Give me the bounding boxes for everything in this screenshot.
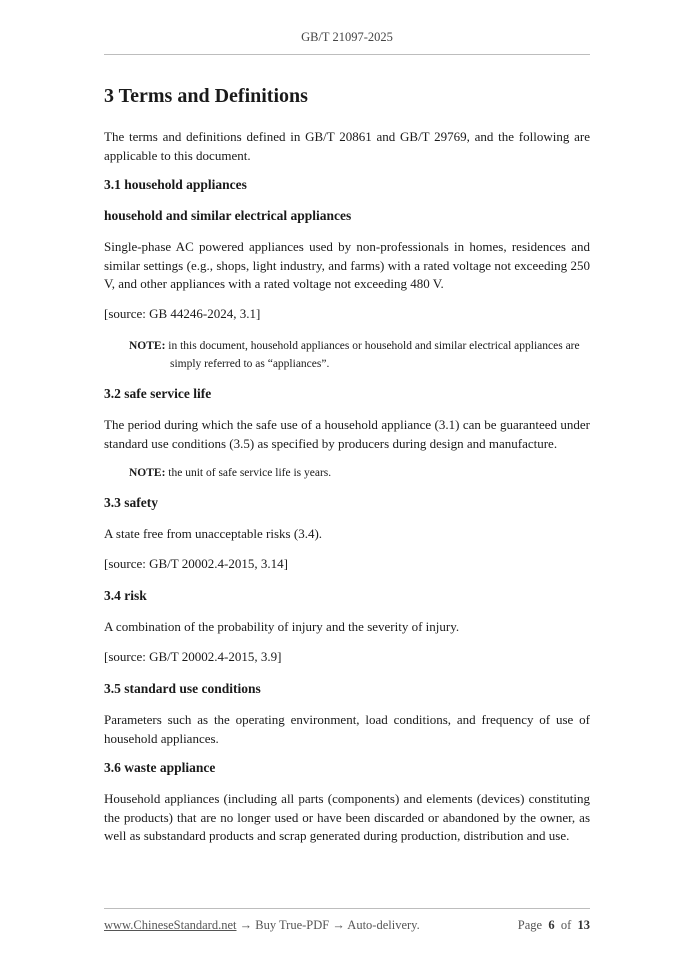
definition-3-4: A combination of the probability of injury and the severity of injury. [104,619,460,634]
note-3-1 [129,337,590,373]
source-3-3: [source: GB/T 20002.4-2015, 3.14] [104,555,288,571]
page-header: GB/T 21097-2025 [301,30,393,44]
definition-3-2: The period during which the safe use of a household appliance (3.1) can be guaranteed under standard use conditions (3.5) as specified by producers during design and manufacture. [104,417,590,451]
page-label: Page [517,918,543,932]
term-heading-3-4: 3.4 risk [104,588,147,603]
page-total: 13 [577,918,590,932]
section-title: 3 Terms and Definitions [104,85,308,107]
note-text: the unit of safe service life is years. [168,467,332,479]
document-body [104,84,590,857]
term-heading-3-2: 3.2 safe service life [104,386,212,401]
header-divider [104,54,590,55]
source-3-4: [source: GB/T 20002.4-2015, 3.9] [104,648,282,664]
definition-3-3: A state free from unacceptable risks (3.4). [104,526,323,541]
term-alt-heading-3-1: household and similar electrical appliances [104,208,352,223]
footer-divider [104,908,590,909]
definition-3-5: Parameters such as the operating environment, load conditions, and frequency of use of household appliances. [104,712,590,746]
page-current: 6 [548,918,555,932]
term-heading-3-5: 3.5 standard use conditions [104,681,261,696]
term-heading-3-1: 3.1 household appliances [104,177,247,192]
note-3-2 [129,464,590,482]
promo-text: → Buy True-PDF → Auto-delivery. [236,918,420,932]
note-label: NOTE: [129,340,166,352]
note-label: NOTE: [129,467,166,479]
definition-3-1: Single-phase AC powered appliances used by non-professionals in homes, residences and similar settings (e.g., shops, light industry, and farms) with a rated voltage not exceeding 250 V, and other appliances with a rated voltage not exceeding 480 V. [104,239,590,291]
page-of-label: of [560,918,572,932]
footer-promo [104,918,420,933]
site-link[interactable]: www.ChineseStandard.net [104,918,237,932]
term-heading-3-6: 3.6 waste appliance [104,760,216,775]
page-number [518,918,590,933]
source-3-1: [source: GB 44246-2024, 3.1] [104,305,261,321]
intro-paragraph: The terms and definitions defined in GB/T 20861 and GB/T 29769, and the following are applicable to this document. [104,129,590,163]
definition-3-6: Household appliances (including all parts (components) and elements (devices) constituting the products) that are no longer used or have been discarded or abandoned by the owner, as well as substandard products and scrap generated during production, distribution and use. [104,791,590,843]
term-heading-3-3: 3.3 safety [104,495,158,510]
note-text: in this document, household appliances or household and similar electrical appliances are simply referred to as “appliances”. [168,340,580,370]
